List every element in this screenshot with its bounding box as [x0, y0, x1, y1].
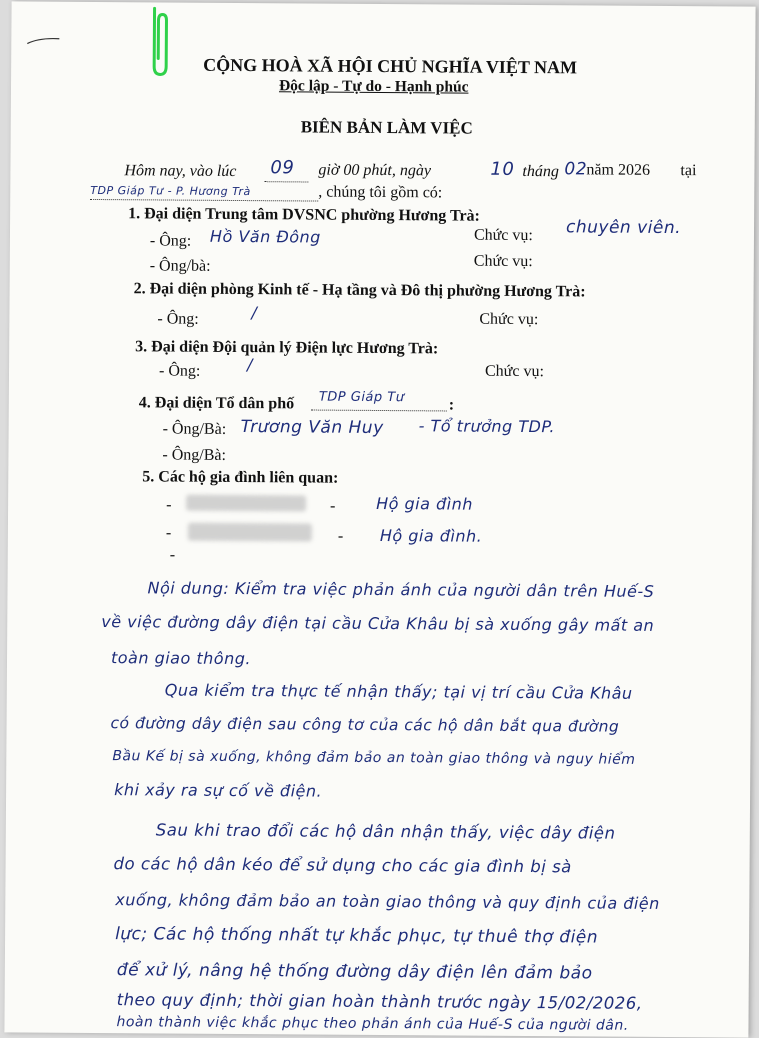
intro-hour: 09	[270, 157, 295, 179]
motto: Độc lập - Tự do - Hạnh phúc	[278, 77, 469, 96]
section-1-name: Hồ Văn Đông	[209, 226, 321, 247]
section-4-tdp: TDP Giáp Tư	[318, 389, 405, 406]
content-line: Qua kiểm tra thực tế nhận thấy; tại vị trí cầu Cửa Khâu	[164, 680, 633, 703]
section-1-role-label: Chức vụ:	[473, 226, 533, 245]
redacted-name-2	[188, 523, 312, 542]
section-3-role-label: Chức vụ:	[484, 362, 544, 381]
section-2-heading: 2. Đại diện phòng Kinh tế - Hạ tầng và Đô thị phường Hương Trà:	[133, 280, 586, 301]
section-2-slash: /	[251, 303, 258, 323]
intro-month: 02	[564, 159, 588, 180]
household-sep-2: -	[337, 527, 344, 545]
section-4-heading: 4. Đại diện Tổ dân phố	[138, 394, 295, 413]
content-line: khi xảy ra sự cố về điện.	[114, 780, 323, 801]
household-label-2: Hộ gia đình.	[379, 525, 483, 546]
intro-suffix: , chúng tôi gồm có:	[318, 183, 443, 202]
content-line: về việc đường dây điện tại cầu Cửa Khâu bị sà xuống gây mất an	[101, 612, 655, 635]
intro-place: TDP Giáp Tư - P. Hương Trà	[90, 183, 251, 199]
section-1-ong-label: - Ông:	[149, 232, 192, 250]
section-4-ongba-label-2: - Ông/Bà:	[162, 446, 227, 464]
section-4-ongba-label: - Ông/Bà:	[162, 420, 227, 438]
dotted-line	[264, 181, 308, 182]
intro-day: 10	[490, 158, 515, 180]
section-1-role: chuyên viên.	[565, 217, 682, 239]
household-dash-3: -	[169, 546, 176, 564]
content-line: Nội dung: Kiểm tra việc phản ánh của người dân trên Huế-S	[147, 578, 655, 601]
intro-at: tại	[680, 162, 697, 180]
content-line: xuống, không đảm bảo an toàn giao thông và quy định của điện	[115, 890, 660, 913]
intro-mid1: giờ 00 phút, ngày	[318, 161, 432, 180]
content-line: Bầu Kế bị sà xuống, không đảm bảo an toàn giao thông và nguy hiểm	[112, 748, 636, 768]
intro-mid2: tháng	[522, 162, 559, 181]
pen-mark-icon	[25, 36, 61, 46]
section-3-slash: /	[247, 355, 254, 375]
nation-title: CỘNG HOÀ XÃ HỘI CHỦ NGHĨA VIỆT NAM	[203, 54, 578, 78]
intro-year: năm 2026	[586, 161, 651, 179]
household-label-1: Hộ gia đình	[376, 493, 473, 514]
household-dash-1: -	[166, 496, 172, 514]
section-1-role-label-2: Chức vụ:	[473, 252, 533, 271]
household-sep-1: -	[330, 497, 336, 515]
redacted-name-1	[186, 495, 306, 512]
paper-clip-icon	[149, 6, 171, 76]
content-line: có đường dây điện sau công tơ của các hộ dân bắt qua đường	[110, 714, 620, 736]
section-4-colon: :	[448, 396, 455, 414]
section-4-name: Trương Văn Huy	[240, 417, 384, 439]
section-1-heading: 1. Đại diện Trung tâm DVSNC phường Hương Trà:	[128, 205, 480, 225]
section-2-ong-label: - Ông:	[157, 310, 199, 328]
content-line: hoàn thành việc khắc phục theo phản ánh của Huế-S của người dân.	[116, 1014, 629, 1034]
dotted-line	[90, 199, 318, 202]
content-line: toàn giao thông.	[110, 648, 252, 669]
intro-prefix: Hôm nay, vào lúc	[124, 162, 237, 180]
content-line: để xử lý, nâng hệ thống đường dây điện lên đảm bảo	[116, 960, 593, 984]
section-1-ongba-label: - Ông/bà:	[149, 257, 211, 275]
dotted-line	[311, 410, 447, 412]
section-5-heading: 5. Các hộ gia đình liên quan:	[142, 468, 339, 487]
document-title: BIÊN BẢN LÀM VIỆC	[300, 117, 473, 138]
section-3-ong-label: - Ông:	[158, 362, 201, 380]
content-line: do các hộ dân kéo để sử dụng cho các gia đình bị sà	[113, 854, 572, 877]
section-3-heading: 3. Đại diện Đội quản lý Điện lực Hương Trà:	[135, 338, 439, 358]
content-line: theo quy định; thời gian hoàn thành trước ngày 15/02/2026,	[116, 990, 643, 1013]
section-2-role-label: Chức vụ:	[479, 310, 539, 329]
document-page	[4, 1, 755, 1037]
household-dash-2: -	[165, 524, 172, 542]
content-line: lực; Các hộ thống nhất tự khắc phục, tự thuê thợ điện	[115, 924, 599, 948]
section-4-role: - Tổ trưởng TDP.	[418, 416, 556, 437]
content-line: Sau khi trao đổi các hộ dân nhận thấy, việc dây điện	[155, 820, 616, 843]
